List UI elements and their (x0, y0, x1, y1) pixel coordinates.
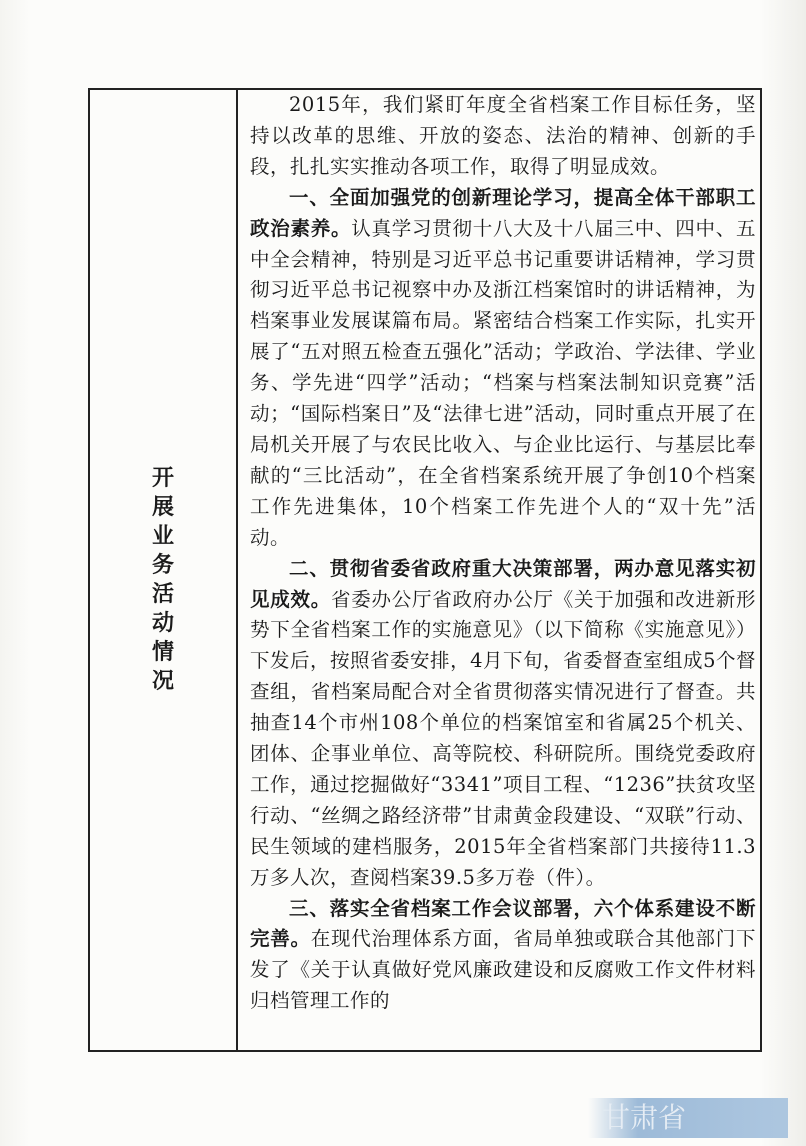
section-heading: 三、落实全省档案工作会议部署，六个体系建设不断完善。 (250, 896, 756, 951)
section-paragraph (250, 554, 756, 894)
section-paragraph (250, 183, 756, 554)
section-heading: 二、贯彻省委省政府重大决策部署，两办意见落实初见成效。 (250, 556, 756, 611)
section-body: 认真学习贯彻十八大及十八届三中、四中、五中全会精神，特别是习近平总书记重要讲话精神，学习贯彻习近平总书记视察中办及浙江档案馆时的讲话精神，为档案事业发展谋篇布局。紧密结合档案工作实际，扎实开展了“五对照五检查五强化”活动；学政治、学法律、学业务、学先进“四学”活动；“档案与档案法制知识竞赛”活动；“国际档案日”及“法律七进”活动，同时重点开展了在局机关开展了与农民比收入、与企业比运行、与基层比奉献的“三比活动”，在全省档案系统开展了争创10个档案工作先进集体，10个档案工作先进个人的“双十先”活动。 (250, 216, 756, 549)
row-label-cell (90, 90, 238, 1050)
section-body: 在现代治理体系方面，省局单独或联合其他部门下发了《关于认真做好党风廉政建设和反腐败工作文件材料归档管理工作的 (250, 927, 756, 1013)
report-table (88, 88, 762, 1052)
row-label: 开展业务活动情况 (151, 466, 174, 694)
content-cell (250, 90, 756, 1017)
site-watermark: 甘肃省 (588, 1098, 788, 1138)
section-body: 省委办公厅省政府办公厅《关于加强和改进新形势下全省档案工作的实施意见》（以下简称《实施意见》）下发后，按照省委安排，4月下旬，省委督查室组成5个督查组，省档案局配合对全省贯彻落实情况进行了督查。共抽查14个市州108个单位的档案馆室和省属25个机关、团体、企事业单位、高等院校、科研院所。围绕党委政府工作，通过挖掘做好“3341”项目工程、“1236”扶贫攻坚行动、“丝绸之路经济带”甘肃黄金段建设、“双联”行动、民生领域的建档服务，2015年全省档案部门共接待11.3万多人次，查阅档案39.5多万卷（件）。 (250, 587, 756, 889)
section-heading: 一、全面加强党的创新理论学习，提高全体干部职工政治素养。 (250, 185, 756, 240)
section-paragraph (250, 894, 756, 1018)
intro-paragraph: 2015年，我们紧盯年度全省档案工作目标任务，坚持以改革的思维、开放的姿态、法治的精神、创新的手段，扎扎实实推动各项工作，取得了明显成效。 (250, 93, 756, 178)
